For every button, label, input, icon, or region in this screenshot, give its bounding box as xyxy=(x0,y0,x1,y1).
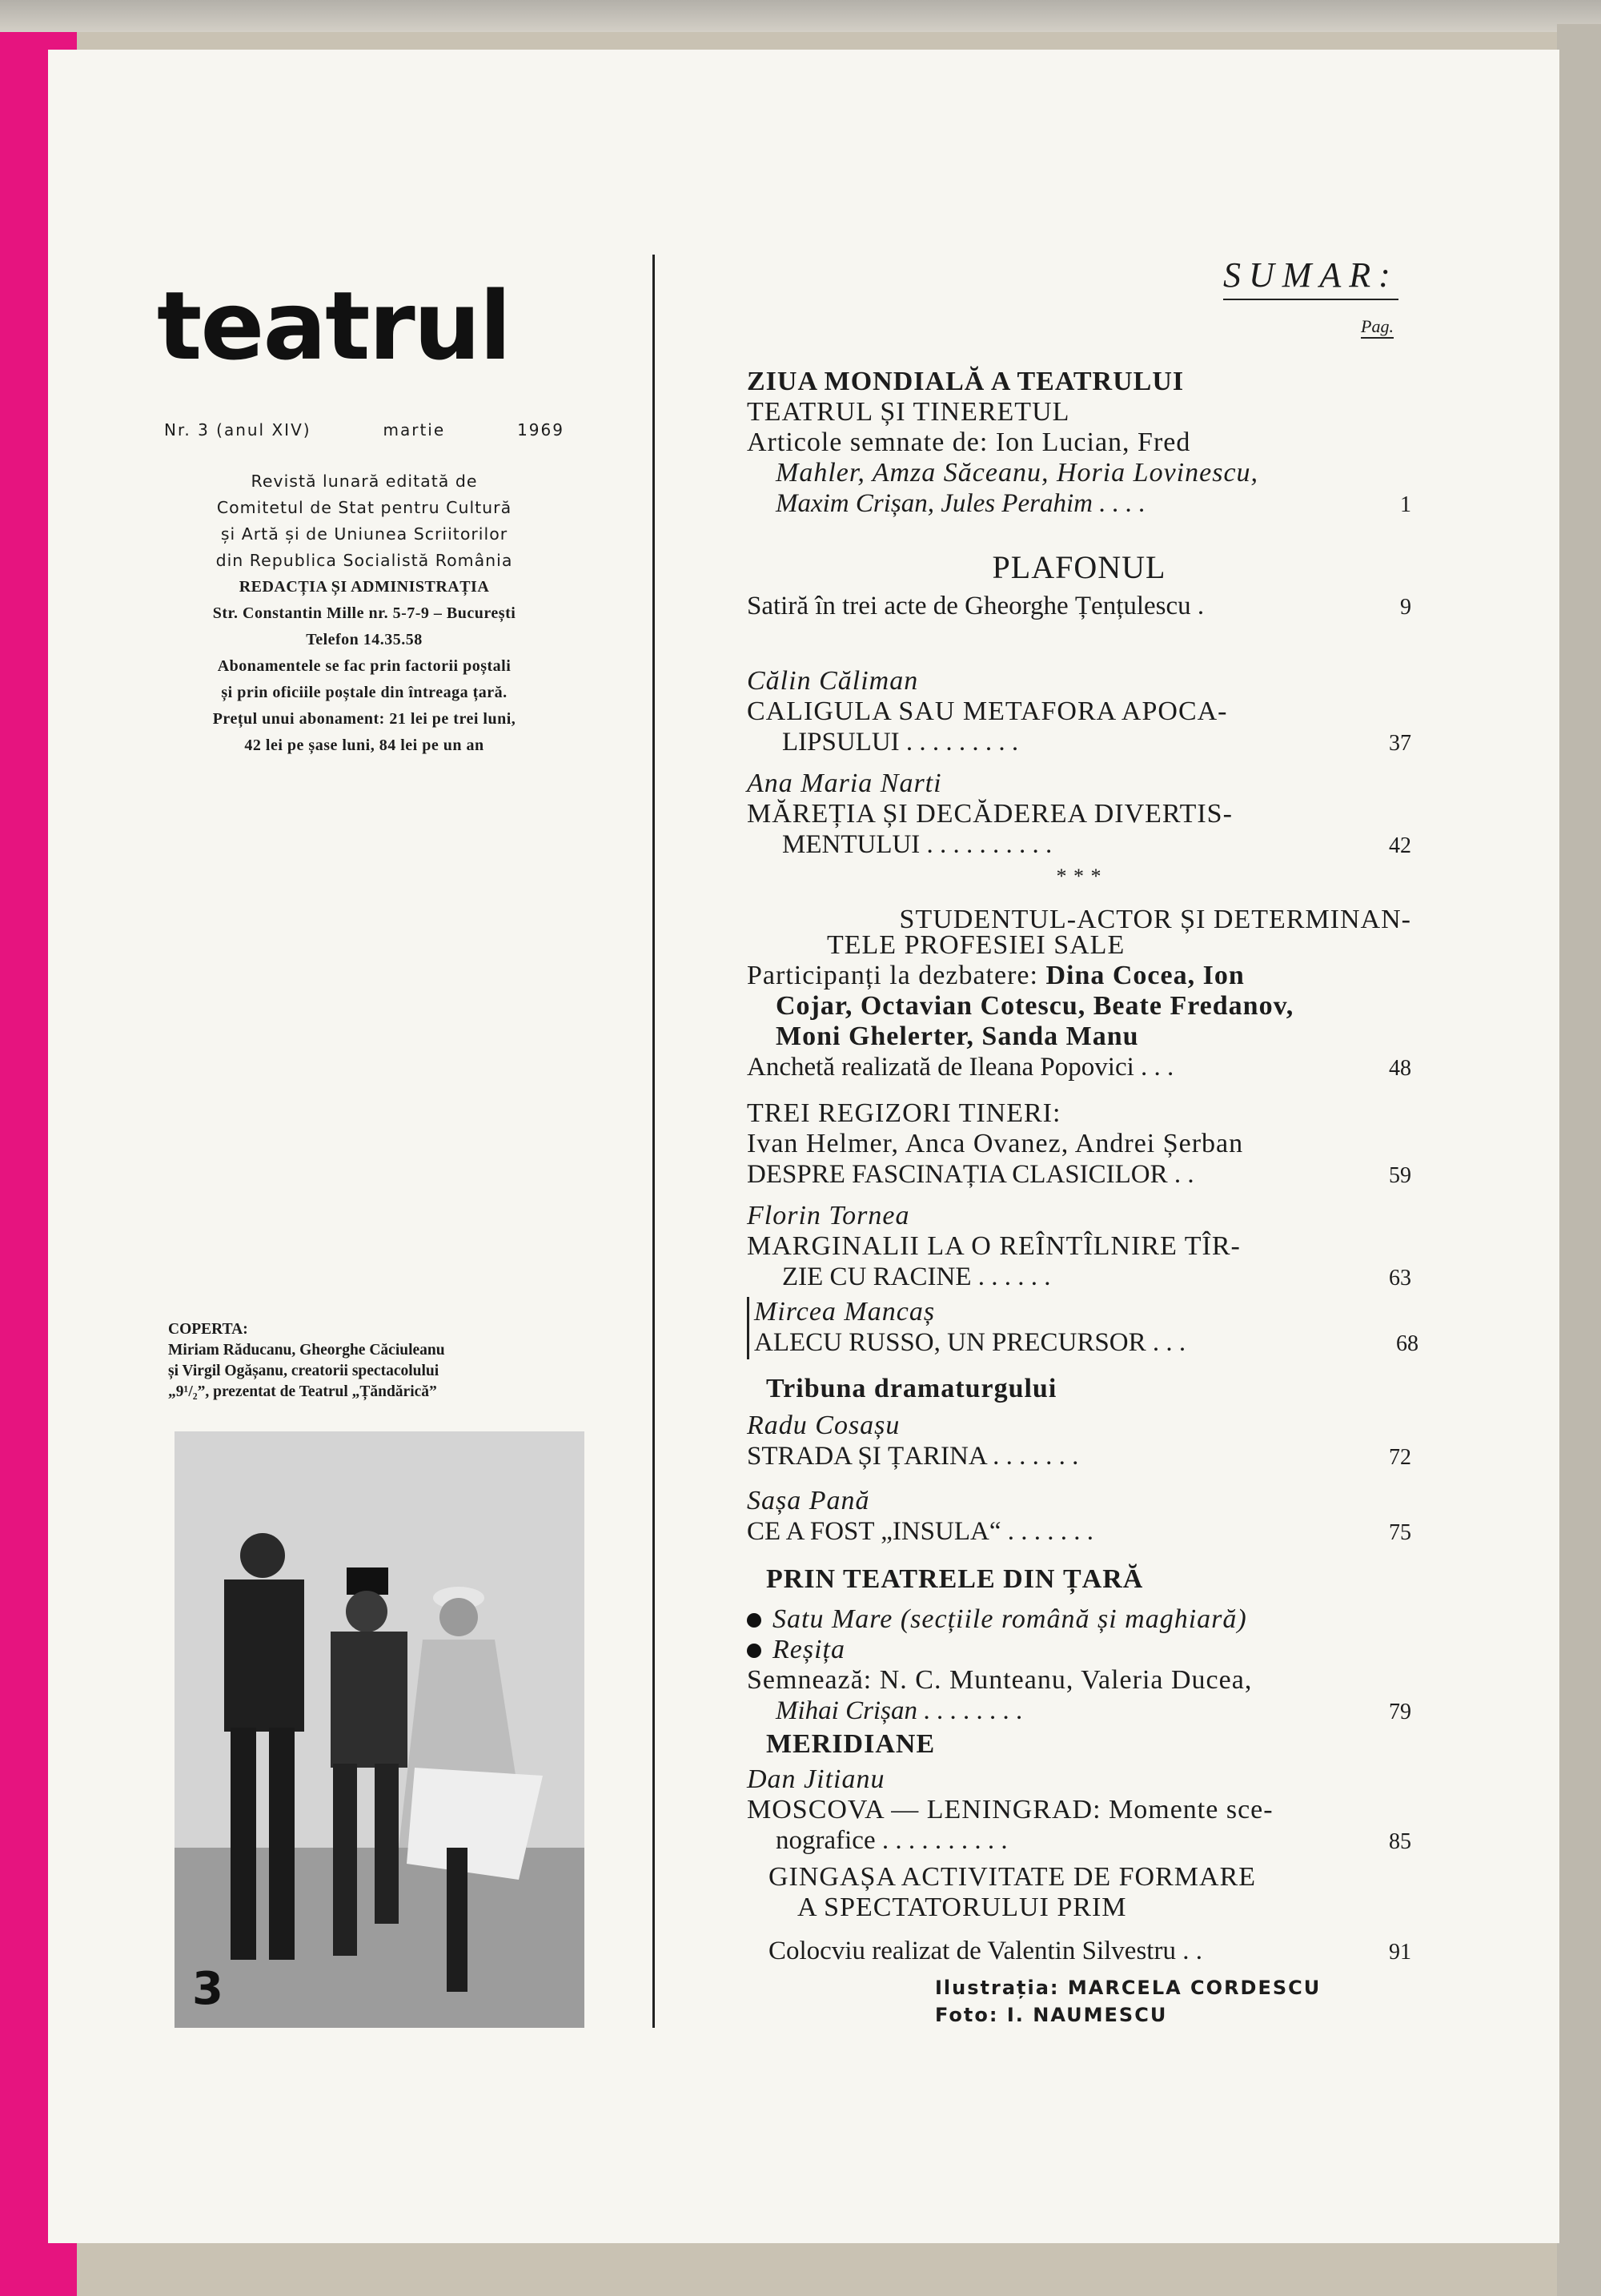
toc-section-tribuna xyxy=(747,1374,1411,1548)
toc-page-number: 91 xyxy=(1389,1940,1411,1965)
photo-credit: Foto: I. NAUMESCU xyxy=(935,2004,1168,2026)
toc-author: Mircea Mancaș xyxy=(754,1297,936,1327)
toc-title: STUDENTUL-ACTOR ȘI DETERMINAN- xyxy=(899,905,1411,934)
toc-participants: Dina Cocea, Ion xyxy=(1045,961,1245,990)
toc-page-number: 85 xyxy=(1389,1829,1411,1854)
issue-number: Nr. 3 (anul XIV) xyxy=(164,420,311,440)
toc-row xyxy=(747,1696,1411,1728)
toc-row xyxy=(768,1936,1411,1968)
toc-entry-marginalii xyxy=(747,1201,1411,1294)
cover-caption-line: Miriam Răducanu, Gheorghe Căciuleanu xyxy=(168,1342,445,1359)
toc-bullet-item xyxy=(747,1604,1411,1635)
toc-author: Călin Căliman xyxy=(747,666,919,696)
toc-page-number: 48 xyxy=(1389,1056,1411,1081)
toc-separator: * * * xyxy=(1056,865,1102,888)
info-line: și prin oficiile poștale din întreaga țară. xyxy=(221,684,508,701)
scan-background-right xyxy=(1557,24,1601,2296)
toc-line xyxy=(747,961,1411,991)
image-credits xyxy=(935,1974,1321,2029)
toc-bullet-item xyxy=(747,1635,1411,1665)
info-line: 42 lei pe șase luni, 84 lei pe un an xyxy=(244,737,484,754)
toc-title: GINGAȘA ACTIVITATE DE FORMARE xyxy=(768,1862,1257,1892)
toc-row xyxy=(747,1159,1411,1191)
toc-author: Sașa Pană xyxy=(747,1486,870,1515)
toc-title: MENTULUI . . . . . . . . . . xyxy=(782,830,1053,859)
issue-line xyxy=(164,420,564,464)
toc-line: Anchetă realizată de Ileana Popovici . . . xyxy=(747,1053,1174,1082)
toc-title: MĂREȚIA ȘI DECĂDEREA DIVERTIS- xyxy=(747,799,1233,829)
toc-title: DESPRE FASCINAȚIA CLASICILOR . . xyxy=(747,1160,1194,1189)
toc-page-number: 42 xyxy=(1389,833,1411,858)
publisher-info xyxy=(156,468,572,759)
toc-section-heading: Tribuna dramaturgului xyxy=(766,1374,1057,1403)
toc-row xyxy=(754,1327,1418,1359)
toc-section-prin-teatrele xyxy=(747,1564,1411,1728)
toc-participants-label: Participanți la dezbatere: xyxy=(747,961,1038,990)
page-column-label: Pag. xyxy=(1361,316,1394,339)
cover-caption xyxy=(168,1319,584,1403)
toc-title: CALIGULA SAU METAFORA APOCA- xyxy=(747,696,1228,726)
toc-page-number: 63 xyxy=(1389,1266,1411,1290)
magazine-logo: teatrul xyxy=(157,271,511,381)
scan-background-top xyxy=(0,0,1601,32)
toc-line: Articole semnate de: Ion Lucian, Fred xyxy=(747,427,1191,457)
toc-entry-trei-regizori xyxy=(747,1098,1411,1191)
issue-year: 1969 xyxy=(517,420,564,440)
toc-participants: Cojar, Octavian Cotescu, Beate Fredanov, xyxy=(776,991,1294,1021)
issue-month: martie xyxy=(383,420,446,440)
toc-entry-studentul-actor xyxy=(747,905,1411,1084)
toc-author: Radu Cosașu xyxy=(747,1411,901,1440)
toc-line: Colocviu realizat de Valentin Silvestru . . xyxy=(768,1937,1202,1965)
toc-page-number: 75 xyxy=(1389,1520,1411,1545)
toc-row xyxy=(747,829,1411,861)
cover-caption-line: „9¹/₂”, prezentat de Teatrul „Țăndărică” xyxy=(168,1383,437,1400)
toc-page-number: 79 xyxy=(1389,1700,1411,1724)
bullet-icon xyxy=(747,1613,761,1628)
contents-title: SUMAR: xyxy=(1223,255,1398,300)
toc-row xyxy=(747,488,1411,520)
toc-title: nografice . . . . . . . . . . xyxy=(776,1826,1008,1855)
toc-title: MOSCOVA — LENINGRAD: Momente sce- xyxy=(747,1795,1274,1824)
toc-author: Ana Maria Narti xyxy=(747,769,942,798)
info-line: Revistă lunară editată de xyxy=(251,472,478,491)
toc-title: TELE PROFESIEI SALE xyxy=(827,930,1126,960)
toc-row xyxy=(747,1441,1411,1473)
toc-title: ZIE CU RACINE . . . . . . xyxy=(782,1262,1051,1291)
toc-entry-maretia xyxy=(747,769,1411,892)
toc-page-number: 68 xyxy=(1396,1331,1418,1356)
toc-bullet-text: Reșița xyxy=(772,1635,845,1664)
info-line: Telefon 14.35.58 xyxy=(306,631,423,648)
toc-line: Mahler, Amza Săceanu, Horia Lovinescu, xyxy=(776,458,1259,488)
info-line: și Artă și de Uniunea Scriitorilor xyxy=(220,524,508,544)
toc-section-meridiane xyxy=(747,1729,1411,1857)
toc-title: TREI REGIZORI TINERI: xyxy=(747,1098,1061,1128)
info-line: Prețul unui abonament: 21 lei pe trei luni, xyxy=(212,710,516,728)
bullet-icon xyxy=(747,1644,761,1658)
cover-photo xyxy=(175,1431,584,2028)
toc-entry-ziua-mondiala xyxy=(747,367,1411,520)
info-line: Comitetul de Stat pentru Cultură xyxy=(216,498,512,517)
toc-section-heading: PRIN TEATRELE DIN ȚARĂ xyxy=(766,1564,1144,1594)
info-line: din Republica Socialistă România xyxy=(215,551,513,570)
toc-title: TEATRUL ȘI TINERETUL xyxy=(747,397,1070,427)
toc-page-number: 1 xyxy=(1400,492,1411,517)
toc-bullet-text: Satu Mare (secțiile română și maghiară) xyxy=(772,1604,1247,1634)
toc-line: Satiră în trei acte de Gheorghe Țențulescu . xyxy=(747,592,1205,620)
toc-author: Florin Tornea xyxy=(747,1201,910,1230)
toc-title: PLAFONUL xyxy=(992,549,1166,585)
toc-author: Dan Jitianu xyxy=(747,1764,885,1794)
toc-title: A SPECTATORULUI PRIM xyxy=(797,1893,1127,1922)
toc-line: Semnează: N. C. Munteanu, Valeria Ducea, xyxy=(747,1665,1253,1695)
toc-title: ALECU RUSSO, UN PRECURSOR . . . xyxy=(754,1328,1186,1357)
info-line: Abonamentele se fac prin factorii poștali xyxy=(217,657,512,675)
illustration-credit: Ilustrația: MARCELA CORDESCU xyxy=(935,1977,1322,1999)
cover-caption-heading: COPERTA: xyxy=(168,1321,248,1338)
toc-entry-plafonul xyxy=(747,549,1411,623)
toc-title: STRADA ȘI ȚARINA . . . . . . . xyxy=(747,1442,1079,1471)
toc-entry-caligula xyxy=(747,666,1411,759)
toc-section-heading: MERIDIANE xyxy=(766,1729,936,1759)
toc-title: CE A FOST „INSULA“ . . . . . . . xyxy=(747,1517,1093,1546)
toc-line: Mihai Crișan . . . . . . . . xyxy=(776,1696,1023,1725)
toc-page-number: 59 xyxy=(1389,1163,1411,1188)
toc-heading: ZIUA MONDIALĂ A TEATRULUI xyxy=(747,367,1185,396)
toc-title: LIPSULUI . . . . . . . . . xyxy=(782,728,1019,757)
page-number-badge: 3 xyxy=(192,1963,223,2015)
cover-caption-line: și Virgil Ogășanu, creatorii spectacolului xyxy=(168,1363,439,1379)
toc-line: Ivan Helmer, Anca Ovanez, Andrei Șerban xyxy=(747,1129,1244,1158)
toc-row xyxy=(747,727,1411,759)
toc-line: Maxim Crișan, Jules Perahim . . . . xyxy=(776,489,1146,518)
toc-row xyxy=(747,591,1411,623)
column-divider xyxy=(652,255,655,2028)
toc-title: MARGINALII LA O REÎNTÎLNIRE TÎR- xyxy=(747,1231,1241,1261)
toc-page-number: 9 xyxy=(1400,595,1411,620)
toc-entry-gingasa xyxy=(768,1862,1411,1968)
info-line: REDACȚIA ȘI ADMINISTRAȚIA xyxy=(239,578,490,596)
toc-row xyxy=(747,1825,1411,1857)
toc-participants: Moni Ghelerter, Sanda Manu xyxy=(776,1022,1139,1051)
performers-photo-illustration xyxy=(175,1431,584,2028)
toc-page-number: 37 xyxy=(1389,731,1411,756)
toc-row xyxy=(747,1516,1411,1548)
info-line: Str. Constantin Mille nr. 5-7-9 – București xyxy=(212,604,516,622)
toc-page-number: 72 xyxy=(1389,1445,1411,1470)
toc-row xyxy=(747,1052,1411,1084)
toc-row xyxy=(747,1262,1411,1294)
toc-entry-alecu-russo xyxy=(747,1297,1418,1359)
